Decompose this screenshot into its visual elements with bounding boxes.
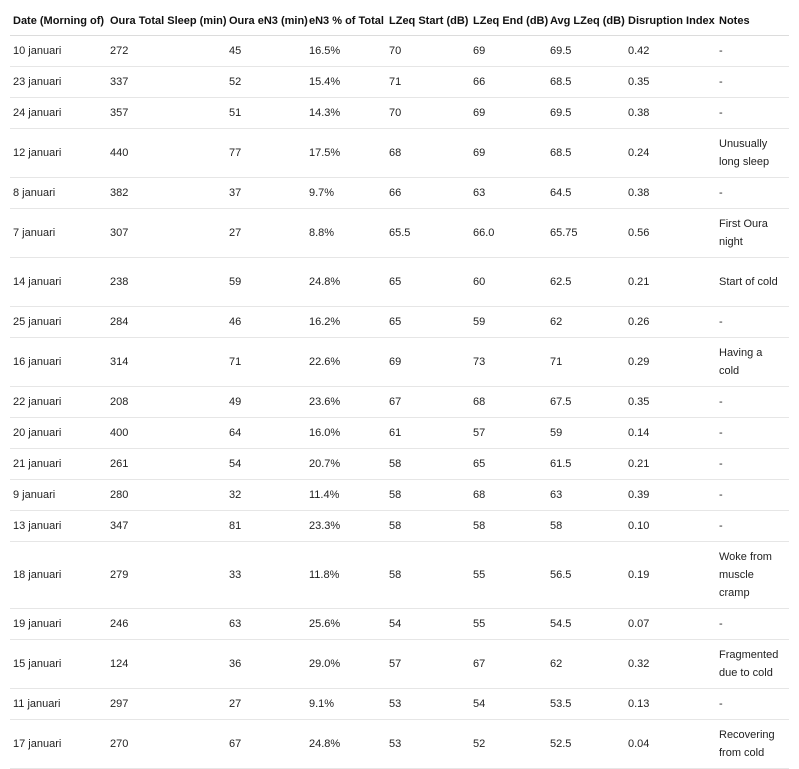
table-row [10, 387, 789, 418]
cell-lzeq-start: 67 [386, 387, 470, 418]
cell-total-sleep: 440 [107, 129, 226, 178]
cell-lzeq-start: 58 [386, 480, 470, 511]
cell-lzeq-start: 65 [386, 307, 470, 338]
cell-total-sleep: 270 [107, 720, 226, 769]
cell-disruption: 0.24 [625, 129, 716, 178]
cell-notes: - [716, 449, 789, 480]
cell-disruption: 0.07 [625, 609, 716, 640]
cell-avg-lzeq: 71 [547, 338, 625, 387]
cell-notes: - [716, 511, 789, 542]
cell-lzeq-start: 68 [386, 129, 470, 178]
cell-avg-lzeq: 62 [547, 307, 625, 338]
header-date: Date (Morning of) [10, 6, 107, 36]
cell-notes: - [716, 480, 789, 511]
cell-lzeq-start: 54 [386, 609, 470, 640]
table-row [10, 36, 789, 67]
cell-en3-pct: 17.5% [306, 129, 386, 178]
cell-en3-pct: 22.6% [306, 338, 386, 387]
cell-total-sleep: 307 [107, 209, 226, 258]
cell-avg-lzeq: 62 [547, 640, 625, 689]
cell-en3-pct: 20.7% [306, 449, 386, 480]
cell-disruption: 0.29 [625, 338, 716, 387]
cell-en3: 54 [226, 449, 306, 480]
cell-en3-pct: 23.3% [306, 511, 386, 542]
cell-lzeq-end: 55 [470, 542, 547, 609]
cell-lzeq-start: 65 [386, 258, 470, 307]
cell-disruption: 0.38 [625, 98, 716, 129]
cell-disruption: 0.35 [625, 67, 716, 98]
cell-total-sleep: 400 [107, 418, 226, 449]
cell-en3-pct: 24.8% [306, 258, 386, 307]
cell-date: 11 januari [10, 689, 107, 720]
cell-en3: 36 [226, 640, 306, 689]
cell-total-sleep: 337 [107, 67, 226, 98]
cell-en3-pct: 16.2% [306, 307, 386, 338]
cell-lzeq-start: 61 [386, 418, 470, 449]
header-disruption: Disruption Index [625, 6, 716, 36]
cell-en3: 51 [226, 98, 306, 129]
cell-date: 10 januari [10, 36, 107, 67]
cell-lzeq-end: 69 [470, 98, 547, 129]
cell-lzeq-start: 65.5 [386, 209, 470, 258]
cell-lzeq-start: 70 [386, 98, 470, 129]
table-row [10, 542, 789, 609]
cell-lzeq-end: 66 [470, 67, 547, 98]
cell-en3: 37 [226, 178, 306, 209]
cell-lzeq-end: 63 [470, 178, 547, 209]
cell-notes: - [716, 418, 789, 449]
sleep-data-table [10, 6, 789, 769]
cell-en3: 32 [226, 480, 306, 511]
cell-date: 23 januari [10, 67, 107, 98]
cell-disruption: 0.56 [625, 209, 716, 258]
cell-avg-lzeq: 61.5 [547, 449, 625, 480]
cell-en3: 64 [226, 418, 306, 449]
cell-en3: 49 [226, 387, 306, 418]
table-row [10, 418, 789, 449]
cell-avg-lzeq: 67.5 [547, 387, 625, 418]
cell-en3-pct: 11.4% [306, 480, 386, 511]
cell-lzeq-start: 71 [386, 67, 470, 98]
cell-en3-pct: 16.0% [306, 418, 386, 449]
cell-notes: - [716, 98, 789, 129]
table-row [10, 640, 789, 689]
table-row [10, 720, 789, 769]
cell-notes: Having a cold [716, 338, 789, 387]
cell-avg-lzeq: 59 [547, 418, 625, 449]
header-total-sleep: Oura Total Sleep (min) [107, 6, 226, 36]
table-row [10, 258, 789, 307]
cell-notes: First Oura night [716, 209, 789, 258]
cell-avg-lzeq: 69.5 [547, 36, 625, 67]
cell-en3: 27 [226, 209, 306, 258]
cell-notes: - [716, 307, 789, 338]
cell-en3: 77 [226, 129, 306, 178]
cell-date: 8 januari [10, 178, 107, 209]
table-row [10, 209, 789, 258]
cell-date: 25 januari [10, 307, 107, 338]
cell-avg-lzeq: 63 [547, 480, 625, 511]
table-row [10, 338, 789, 387]
cell-notes: - [716, 36, 789, 67]
cell-notes: - [716, 609, 789, 640]
cell-lzeq-end: 66.0 [470, 209, 547, 258]
cell-avg-lzeq: 62.5 [547, 258, 625, 307]
cell-avg-lzeq: 52.5 [547, 720, 625, 769]
cell-disruption: 0.14 [625, 418, 716, 449]
table-row [10, 98, 789, 129]
cell-total-sleep: 272 [107, 36, 226, 67]
cell-lzeq-start: 70 [386, 36, 470, 67]
cell-lzeq-end: 60 [470, 258, 547, 307]
cell-date: 20 januari [10, 418, 107, 449]
cell-lzeq-end: 68 [470, 480, 547, 511]
cell-total-sleep: 238 [107, 258, 226, 307]
cell-date: 17 januari [10, 720, 107, 769]
cell-total-sleep: 280 [107, 480, 226, 511]
cell-disruption: 0.19 [625, 542, 716, 609]
cell-date: 9 januari [10, 480, 107, 511]
cell-en3: 71 [226, 338, 306, 387]
header-lzeq-start: LZeq Start (dB) [386, 6, 470, 36]
cell-lzeq-end: 52 [470, 720, 547, 769]
cell-en3-pct: 24.8% [306, 720, 386, 769]
cell-total-sleep: 279 [107, 542, 226, 609]
cell-notes: - [716, 689, 789, 720]
cell-notes: Recovering from cold [716, 720, 789, 769]
cell-total-sleep: 124 [107, 640, 226, 689]
cell-date: 19 januari [10, 609, 107, 640]
header-row [10, 6, 789, 36]
cell-lzeq-end: 59 [470, 307, 547, 338]
table-row [10, 511, 789, 542]
table-row [10, 129, 789, 178]
cell-disruption: 0.39 [625, 480, 716, 511]
cell-total-sleep: 208 [107, 387, 226, 418]
cell-avg-lzeq: 54.5 [547, 609, 625, 640]
cell-avg-lzeq: 68.5 [547, 67, 625, 98]
cell-notes: Fragmented due to cold [716, 640, 789, 689]
cell-disruption: 0.21 [625, 258, 716, 307]
cell-en3: 33 [226, 542, 306, 609]
cell-en3: 67 [226, 720, 306, 769]
cell-en3-pct: 29.0% [306, 640, 386, 689]
cell-total-sleep: 297 [107, 689, 226, 720]
cell-date: 16 januari [10, 338, 107, 387]
cell-lzeq-end: 54 [470, 689, 547, 720]
cell-disruption: 0.21 [625, 449, 716, 480]
cell-date: 15 januari [10, 640, 107, 689]
cell-lzeq-end: 55 [470, 609, 547, 640]
table-header [10, 6, 789, 36]
cell-en3-pct: 16.5% [306, 36, 386, 67]
cell-lzeq-end: 58 [470, 511, 547, 542]
cell-lzeq-start: 69 [386, 338, 470, 387]
cell-disruption: 0.32 [625, 640, 716, 689]
table-row [10, 480, 789, 511]
cell-lzeq-start: 53 [386, 689, 470, 720]
header-notes: Notes [716, 6, 789, 36]
cell-lzeq-start: 57 [386, 640, 470, 689]
cell-avg-lzeq: 69.5 [547, 98, 625, 129]
cell-date: 14 januari [10, 258, 107, 307]
cell-en3-pct: 14.3% [306, 98, 386, 129]
cell-avg-lzeq: 56.5 [547, 542, 625, 609]
header-en3: Oura eN3 (min) [226, 6, 306, 36]
cell-disruption: 0.42 [625, 36, 716, 67]
cell-total-sleep: 357 [107, 98, 226, 129]
cell-total-sleep: 382 [107, 178, 226, 209]
cell-disruption: 0.04 [625, 720, 716, 769]
cell-en3: 81 [226, 511, 306, 542]
cell-avg-lzeq: 58 [547, 511, 625, 542]
table-row [10, 449, 789, 480]
table-row [10, 178, 789, 209]
cell-disruption: 0.13 [625, 689, 716, 720]
cell-notes: Woke from muscle cramp [716, 542, 789, 609]
cell-lzeq-end: 69 [470, 36, 547, 67]
cell-lzeq-end: 65 [470, 449, 547, 480]
cell-total-sleep: 314 [107, 338, 226, 387]
cell-date: 18 januari [10, 542, 107, 609]
cell-lzeq-start: 58 [386, 542, 470, 609]
cell-notes: - [716, 67, 789, 98]
table-row [10, 67, 789, 98]
cell-lzeq-end: 67 [470, 640, 547, 689]
cell-total-sleep: 284 [107, 307, 226, 338]
cell-en3: 52 [226, 67, 306, 98]
cell-date: 12 januari [10, 129, 107, 178]
cell-en3-pct: 9.1% [306, 689, 386, 720]
header-lzeq-end: LZeq End (dB) [470, 6, 547, 36]
table-row [10, 609, 789, 640]
cell-en3: 46 [226, 307, 306, 338]
cell-date: 7 januari [10, 209, 107, 258]
cell-date: 22 januari [10, 387, 107, 418]
cell-avg-lzeq: 68.5 [547, 129, 625, 178]
cell-avg-lzeq: 65.75 [547, 209, 625, 258]
cell-en3-pct: 11.8% [306, 542, 386, 609]
cell-notes: - [716, 178, 789, 209]
cell-disruption: 0.10 [625, 511, 716, 542]
cell-total-sleep: 347 [107, 511, 226, 542]
cell-notes: - [716, 387, 789, 418]
cell-lzeq-end: 69 [470, 129, 547, 178]
cell-lzeq-start: 53 [386, 720, 470, 769]
cell-total-sleep: 246 [107, 609, 226, 640]
cell-en3-pct: 9.7% [306, 178, 386, 209]
cell-lzeq-start: 66 [386, 178, 470, 209]
cell-date: 24 januari [10, 98, 107, 129]
cell-en3-pct: 23.6% [306, 387, 386, 418]
cell-en3: 45 [226, 36, 306, 67]
table-row [10, 689, 789, 720]
table-row [10, 307, 789, 338]
cell-notes: Unusually long sleep [716, 129, 789, 178]
cell-disruption: 0.35 [625, 387, 716, 418]
cell-notes: Start of cold [716, 258, 789, 307]
cell-avg-lzeq: 64.5 [547, 178, 625, 209]
cell-date: 21 januari [10, 449, 107, 480]
header-en3-pct: eN3 % of Total [306, 6, 386, 36]
cell-en3: 27 [226, 689, 306, 720]
cell-lzeq-end: 73 [470, 338, 547, 387]
cell-en3-pct: 8.8% [306, 209, 386, 258]
cell-lzeq-end: 57 [470, 418, 547, 449]
cell-date: 13 januari [10, 511, 107, 542]
cell-disruption: 0.38 [625, 178, 716, 209]
cell-avg-lzeq: 53.5 [547, 689, 625, 720]
table-body [10, 36, 789, 769]
cell-en3-pct: 25.6% [306, 609, 386, 640]
cell-lzeq-start: 58 [386, 511, 470, 542]
cell-lzeq-end: 68 [470, 387, 547, 418]
cell-disruption: 0.26 [625, 307, 716, 338]
cell-en3: 59 [226, 258, 306, 307]
cell-lzeq-start: 58 [386, 449, 470, 480]
header-avg-lzeq: Avg LZeq (dB) [547, 6, 625, 36]
cell-en3-pct: 15.4% [306, 67, 386, 98]
cell-en3: 63 [226, 609, 306, 640]
cell-total-sleep: 261 [107, 449, 226, 480]
